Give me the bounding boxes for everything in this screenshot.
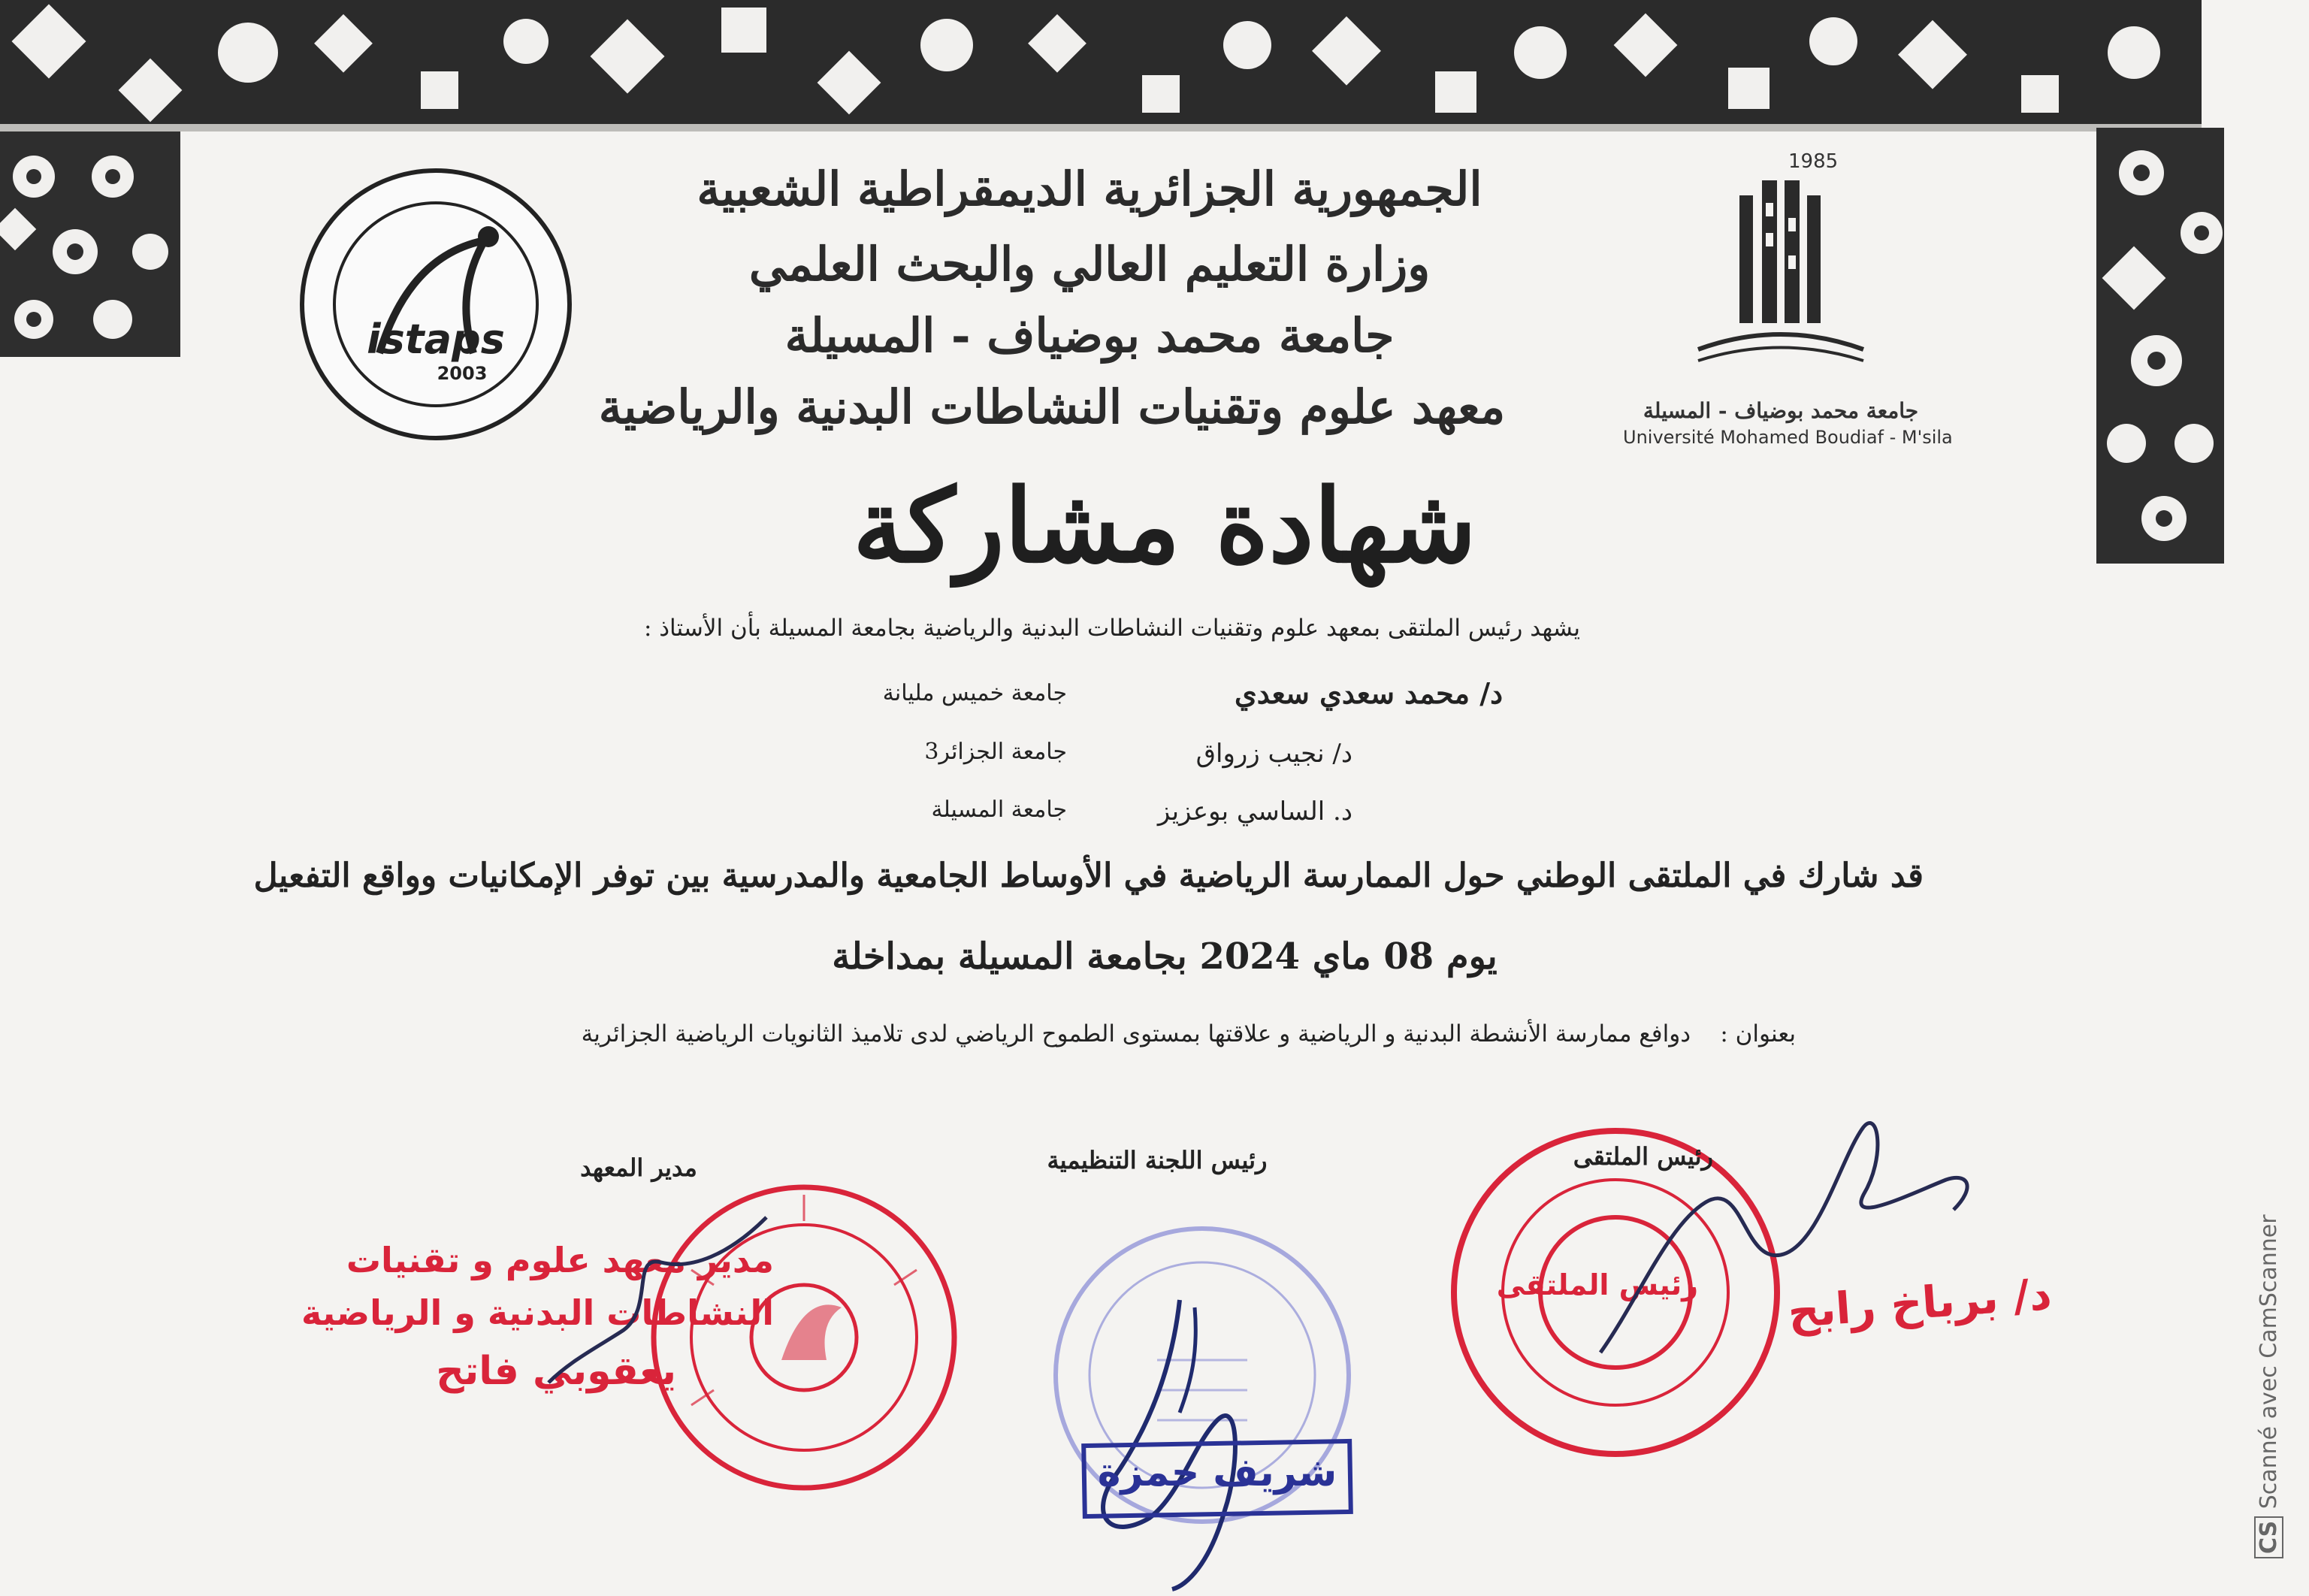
scanner-watermark xyxy=(2254,1202,2292,1563)
participation-line: قد شارك في الملتقى الوطني حول الممارسة الرياضية في الأوساط الجامعية والمدرسية بين توفر الإمكانيات وواقع التفعيل xyxy=(253,857,1924,895)
top-ornamental-band xyxy=(0,0,2202,131)
university-logo xyxy=(1623,150,1953,451)
left-ornamental-band xyxy=(0,131,180,357)
institute-logo-year: 2003 xyxy=(437,363,488,384)
institute-logo-text: istaps xyxy=(367,316,505,363)
header-republic: الجمهورية الجزائرية الديمقراطية الشعبية xyxy=(697,162,1482,216)
director-stamp-line1: مدير معهد علوم و تقنيات xyxy=(346,1240,774,1280)
header-institute: معهد علوم وتقنيات النشاطات البدنية والرياضية xyxy=(598,379,1506,434)
title-value: دوافع ممارسة الأنشطة البدنية و الرياضية و علاقتها بمستوى الطموح الرياضي لدى تلاميذ الثانويات الرياضية الجزائرية xyxy=(581,1020,1691,1047)
participant-1-name: د/ محمد سعدي سعدي xyxy=(1234,676,1503,710)
scanner-text: Scanné avec CamScanner xyxy=(2256,1214,2282,1510)
university-logo-year: 1985 xyxy=(1788,150,1839,173)
participant-2-university: جامعة الجزائر3 xyxy=(924,739,1067,765)
participant-3-name: د. الساسي بوعزيز xyxy=(1157,796,1352,827)
certificate-title: شهادة مشاركة xyxy=(852,466,1477,585)
chair-label: رئيس الملتقى xyxy=(1573,1142,1713,1171)
chair-stamp-center: رئيس الملتقى xyxy=(1496,1268,1698,1301)
right-ornamental-band xyxy=(2096,128,2224,564)
director-signature xyxy=(541,1202,781,1398)
chair-stamp-name: د/ برباخ رابح xyxy=(1786,1268,2054,1338)
date-line: يوم 08 ماي 2024 بجامعة المسيلة بمداخلة xyxy=(832,936,1498,978)
director-stamp-line2: النشاطات البدنية و الرياضية xyxy=(301,1292,774,1333)
participant-3-university: جامعة المسيلة xyxy=(931,796,1067,823)
director-stamp-name: يعقوبي فاتح xyxy=(436,1349,676,1394)
university-building-icon xyxy=(1691,173,1871,376)
participant-2-name: د/ نجيب زرواق xyxy=(1195,739,1352,769)
director-label: مدير المعهد xyxy=(580,1153,697,1182)
header-ministry: وزارة التعليم العالي والبحث العلمي xyxy=(748,237,1431,292)
university-name-fr: Université Mohamed Boudiaf - M'sila xyxy=(1623,427,1953,448)
header-university: جامعة محمد بوضياف - المسيلة xyxy=(784,308,1395,363)
scanner-badge: CS xyxy=(2254,1516,2283,1558)
participant-1-university: جامعة خميس مليانة xyxy=(882,680,1067,706)
university-name-ar: جامعة محمد بوضياف - المسيلة xyxy=(1643,398,1919,423)
committee-label: رئيس اللجنة التنظيمية xyxy=(1047,1146,1268,1174)
committee-stamp-name: شريف حمزة xyxy=(1097,1450,1337,1495)
intro-text: يشهد رئيس الملتقى بمعهد علوم وتقنيات النشاطات البدنية والرياضية بجامعة المسيلة بأن الأستاذ : xyxy=(643,615,1581,642)
title-label: بعنوان : xyxy=(1720,1020,1796,1047)
